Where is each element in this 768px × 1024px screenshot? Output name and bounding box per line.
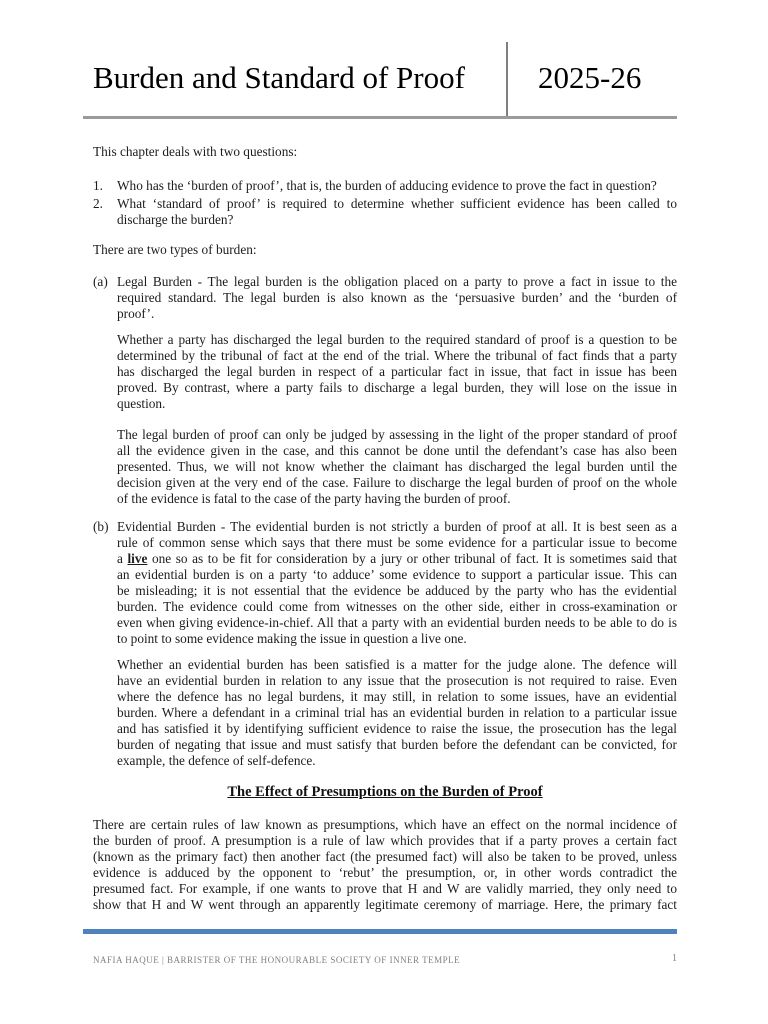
page-number: 1 — [672, 953, 677, 964]
evidential-burden-paragraph-1 — [117, 657, 677, 769]
text-line: to point to some evidence making the issue in question a live one. — [117, 631, 467, 646]
evidential-burden-definition — [117, 519, 677, 647]
emphasized-word: live — [127, 551, 148, 566]
list-marker: 1. — [93, 178, 103, 193]
legal-burden-paragraph-1 — [117, 332, 677, 412]
text-line: Who has the ‘burden of proof’, that is, the burden of adducing evidence to prove the fact in question? — [117, 178, 657, 193]
section-heading-text: The Effect of Presumptions on the Burden of Proof — [227, 784, 543, 800]
question-text — [117, 178, 677, 194]
text-line: even when giving evidence-in-chief. All that a party with an evidential burden needs to be able to do is — [117, 615, 677, 630]
burden-types-intro: There are two types of burden: — [93, 242, 257, 257]
list-marker: 2. — [93, 196, 103, 211]
text-line: has discharged the legal burden in respect of a particular fact in issue, that fact in issue has been — [117, 364, 677, 379]
question-item-1 — [93, 178, 677, 194]
text-line: evidence is adduced by the opponent to ‘rebut’ the presumption, or, in other words contradict the — [93, 865, 677, 880]
text-line: be misleading; it is not essential that the evidence be adduced by the party who has the evidential — [117, 583, 677, 598]
list-marker: (b) — [93, 519, 109, 534]
list-marker: (a) — [93, 274, 108, 289]
text-line: The legal burden of proof can only be judged by assessing in the light of the proper standard of proof — [117, 427, 677, 442]
text-line: where the defence has no legal burdens, it may still, in relation to some issues, have an evidential — [117, 689, 677, 704]
text-fragment: one so as to be fit for consideration by a jury or other tribunal of fact. It is sometimes said that — [151, 551, 677, 566]
text-line: Whether an evidential burden has been satisfied is a matter for the judge alone. The defence will — [117, 657, 677, 672]
text-line: have an evidential burden in relation to any issue that the prosecution is not required to raise. Even — [117, 673, 677, 688]
text-line — [117, 551, 677, 567]
text-line: discharge the burden? — [117, 212, 234, 227]
text-line: example, the defence of self-defence. — [117, 753, 316, 768]
text-line: There are certain rules of law known as presumptions, which have an effect on the normal incidence of — [93, 817, 677, 832]
text-line: an evidential burden is on a party ‘to adduce’ some evidence to support a particular issue. This can — [117, 567, 677, 582]
text-line: and has satisfied it by identifying sufficient evidence to raise the issue, the prosecution has the legal — [117, 721, 677, 736]
text-line: burden of negating that issue and must satisfy that burden before the defendant can be convicted, for — [117, 737, 677, 752]
text-line: question. — [117, 396, 166, 411]
legal-burden-paragraph-2 — [117, 427, 677, 507]
text-line: presented. Thus, we will not know whether the claimant has discharged the legal burden until the — [117, 459, 677, 474]
presumptions-paragraph — [93, 817, 677, 913]
text-line: required standard. The legal burden is also known as the ‘persuasive burden’ and the ‘burden of — [117, 290, 677, 305]
footer-rule — [83, 929, 677, 934]
evidential-burden-item — [93, 519, 677, 647]
document-title: Burden and Standard of Proof — [93, 60, 465, 95]
text-line: of the evidence is fatal to the case of the party having the burden of proof. — [117, 491, 511, 506]
text-line: proof’. — [117, 306, 155, 321]
footer-author: NAFIA HAQUE | BARRISTER OF THE HONOURABLE SOCIETY OF INNER TEMPLE — [93, 955, 461, 965]
text-line: the burden of proof. A presumption is a rule of law which provides that if a party proves a certain fact — [93, 833, 677, 848]
header-divider-vertical — [506, 42, 508, 118]
text-fragment: a — [117, 551, 123, 566]
legal-burden-item — [93, 274, 677, 322]
text-line: rule of common sense which says that there must be some evidence for a particular issue to become — [117, 535, 677, 550]
intro-text: This chapter deals with two questions: — [93, 144, 298, 159]
text-line: burden. The evidence could come from witnesses on the other side, either in cross-examination or — [117, 599, 677, 614]
text-line: show that H and W went through an apparently legitimate ceremony of marriage. Here, the primary fact — [93, 897, 677, 912]
text-line: Whether a party has discharged the legal burden to the required standard of proof is a question to be — [117, 332, 677, 347]
text-line: Evidential Burden - The evidential burden is not strictly a burden of proof at all. It is best seen as a — [117, 519, 677, 534]
document-year: 2025-26 — [538, 60, 642, 95]
header-rule — [83, 116, 677, 119]
text-line: decision given at the very end of the case. Failure to discharge the legal burden of proof on the whole — [117, 475, 677, 490]
text-line: proved. By contrast, where a party fails to discharge a legal burden, they will lose on the issue in — [117, 380, 677, 395]
question-text — [117, 196, 677, 228]
question-item-2 — [93, 196, 677, 228]
text-line: determined by the tribunal of fact at the end of the trial. Where the tribunal of fact finds that a party — [117, 348, 677, 363]
text-line: What ‘standard of proof’ is required to determine whether sufficient evidence has been called to — [117, 196, 677, 211]
section-heading — [93, 784, 677, 800]
text-line: Legal Burden - The legal burden is the obligation placed on a party to prove a fact in issue to the — [117, 274, 677, 289]
legal-burden-definition — [117, 274, 677, 322]
document-body — [93, 144, 677, 913]
text-line: (known as the primary fact) then another fact (the presumed fact) will also be taken to be proved, unless — [93, 849, 677, 864]
text-line: presumed fact. For example, if one wants to prove that H and W are validly married, they only need to — [93, 881, 677, 896]
text-line: all the evidence given in the case, and this cannot be done until the defendant’s case has also been — [117, 443, 677, 458]
text-line: burden. Where a defendant in a criminal trial has an evidential burden in relation to a particular issue — [117, 705, 677, 720]
